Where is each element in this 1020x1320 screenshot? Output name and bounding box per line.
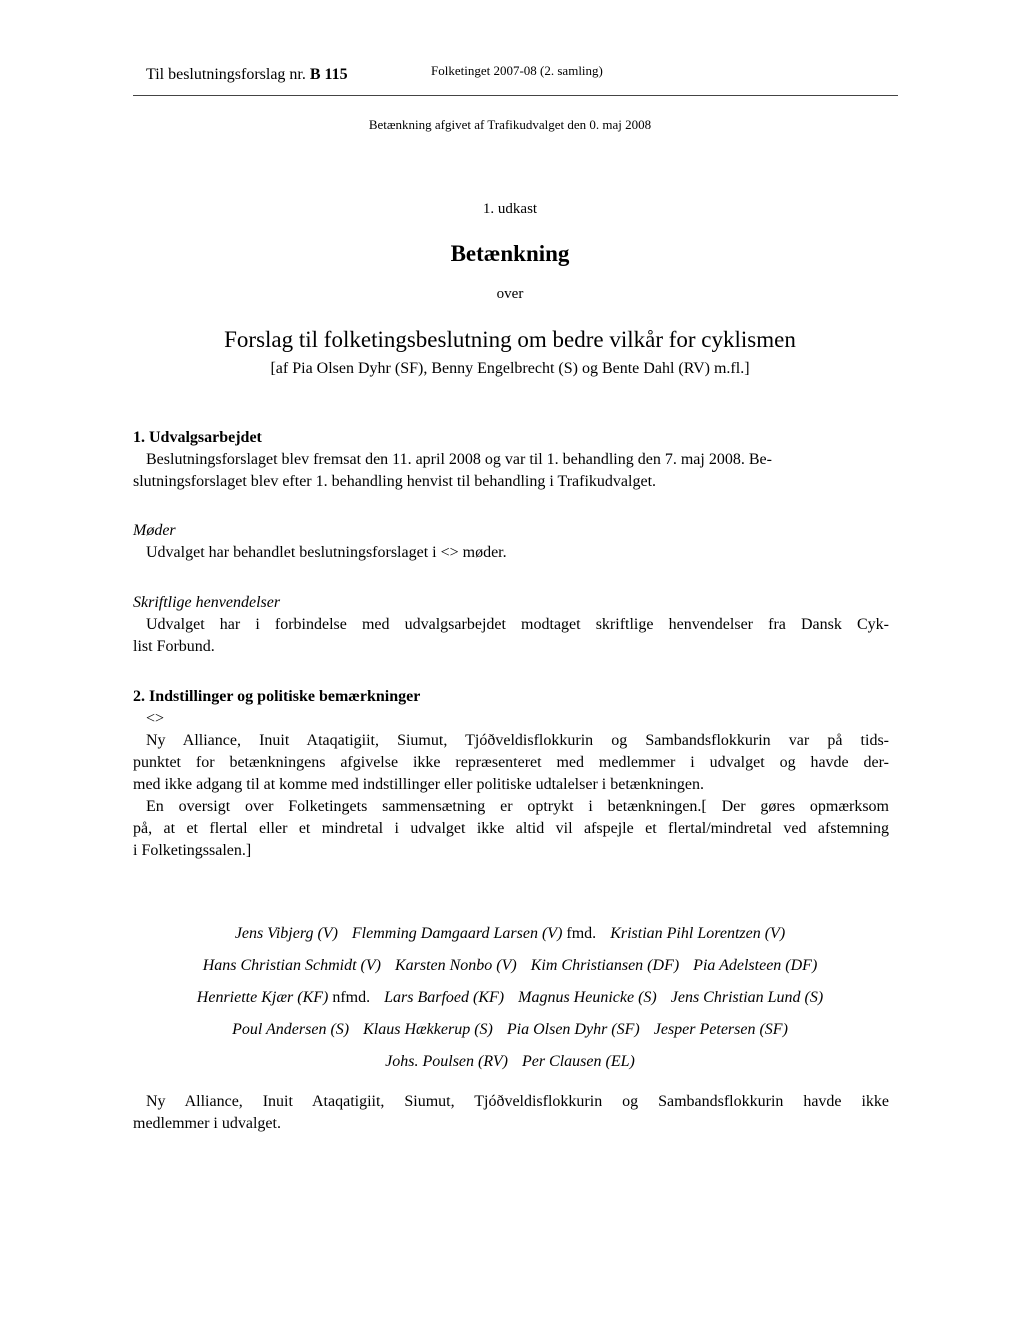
signature: Poul Andersen (S)	[232, 1021, 350, 1038]
document-title: Betænkning	[450, 241, 570, 266]
proposers-line: [af Pia Olsen Dyhr (SF), Benny Engelbrecht (S) og Bente Dahl (RV) m.fl.]	[270, 360, 750, 377]
section-2	[133, 686, 889, 862]
signature: Magnus Heunicke (S)	[518, 989, 657, 1006]
bill-reference	[146, 66, 348, 84]
signature: Hans Christian Schmidt (V)	[202, 957, 381, 974]
role-chair: fmd.	[566, 925, 597, 942]
bill-reference-prefix: Til beslutningsforslag nr.	[146, 66, 306, 83]
signature: Pia Adelsteen (DF)	[693, 957, 818, 974]
signature: Kim Christiansen (DF)	[530, 957, 680, 974]
section-2-para1-line3: med ikke adgang til at komme med indstillinger eller politiske udtalelser i betænkningen.	[133, 776, 704, 793]
section-2-para2-line1: En oversigt over Folketingets sammensætning er optrykt i betænkningen.[ Der gøres opmærksom	[146, 798, 889, 815]
closing-line-2: medlemmer i udvalget.	[133, 1115, 281, 1132]
section-2-para1-line1: Ny Alliance, Inuit Ataqatigiit, Siumut, Tjóðveldisflokkurin og Sambandsflokkurin var på tids-	[146, 732, 889, 749]
header-divider	[133, 95, 898, 96]
meetings-subsection	[133, 520, 889, 564]
role-vice-chair: nfmd.	[332, 989, 371, 1006]
signature: Jens Christian Lund (S)	[670, 989, 824, 1006]
signature: Karsten Nonbo (V)	[394, 957, 517, 974]
section-1-heading: 1. Udvalgsarbejdet	[133, 429, 262, 446]
closing-paragraph	[133, 1091, 889, 1135]
letters-line-1: Udvalget har i forbindelse med udvalgsarbejdet modtaget skriftlige henvendelser fra Dansk Cyk-	[146, 616, 889, 633]
signature: Johs. Poulsen (RV)	[385, 1053, 508, 1070]
section-2-para2-line2: på, at et flertal eller et mindretal i udvalget ikke altid vil afspejle et flertal/mindretal ved afstemning	[133, 820, 889, 837]
section-1	[133, 427, 889, 493]
signature: Klaus Hækkerup (S)	[363, 1021, 493, 1038]
signature-row-1	[0, 925, 1020, 943]
section-2-placeholder: <>	[146, 710, 165, 727]
signature: Jesper Petersen (SF)	[653, 1021, 788, 1038]
signature-row-2	[0, 957, 1020, 975]
signature-row-5	[0, 1053, 1020, 1071]
signature: Pia Olsen Dyhr (SF)	[506, 1021, 640, 1038]
letters-heading: Skriftlige henvendelser	[133, 594, 281, 611]
meetings-heading: Møder	[133, 522, 176, 539]
section-2-para1-line2: punktet for betænkningens afgivelse ikke repræsenteret med medlemmer i udvalget og havde der-	[133, 754, 889, 771]
proposal-title: Forslag til folketingsbeslutning om bedre vilkår for cyklismen	[224, 327, 796, 352]
signature: Kristian Pihl Lorentzen (V)	[610, 925, 786, 942]
signature: Jens Vibjerg (V)	[234, 925, 338, 942]
signature: Lars Barfoed (KF)	[384, 989, 505, 1006]
bill-number: B 115	[309, 66, 348, 83]
session-label: Folketinget 2007-08 (2. samling)	[431, 63, 603, 78]
section-1-line-2: slutningsforslaget blev efter 1. behandling henvist til behandling i Trafikudvalget.	[133, 473, 657, 490]
section-1-line-1: Beslutningsforslaget blev fremsat den 11. april 2008 og var til 1. behandling den 7. maj 2008. Be-	[146, 451, 772, 468]
section-2-heading: 2. Indstillinger og politiske bemærkninger	[133, 688, 421, 705]
signature: Flemming Damgaard Larsen (V)	[351, 925, 563, 942]
signature-row-3	[0, 989, 1020, 1007]
signature: Henriette Kjær (KF)	[196, 989, 329, 1006]
section-2-para2-line3: i Folketingssalen.]	[133, 842, 252, 859]
letters-subsection	[133, 592, 889, 658]
signature: Per Clausen (EL)	[521, 1053, 635, 1070]
over-label: over	[496, 286, 524, 302]
letters-line-2: list Forbund.	[133, 638, 215, 655]
draft-label: 1. udkast	[482, 201, 538, 217]
given-by-line: Betænkning afgivet af Trafikudvalget den 0. maj 2008	[368, 117, 652, 132]
signature-row-4	[0, 1021, 1020, 1039]
meetings-text: Udvalget har behandlet beslutningsforslaget i <> møder.	[146, 544, 507, 561]
closing-line-1: Ny Alliance, Inuit Ataqatigiit, Siumut, Tjóðveldisflokkurin og Sambandsflokkurin havde ikke	[146, 1093, 889, 1110]
